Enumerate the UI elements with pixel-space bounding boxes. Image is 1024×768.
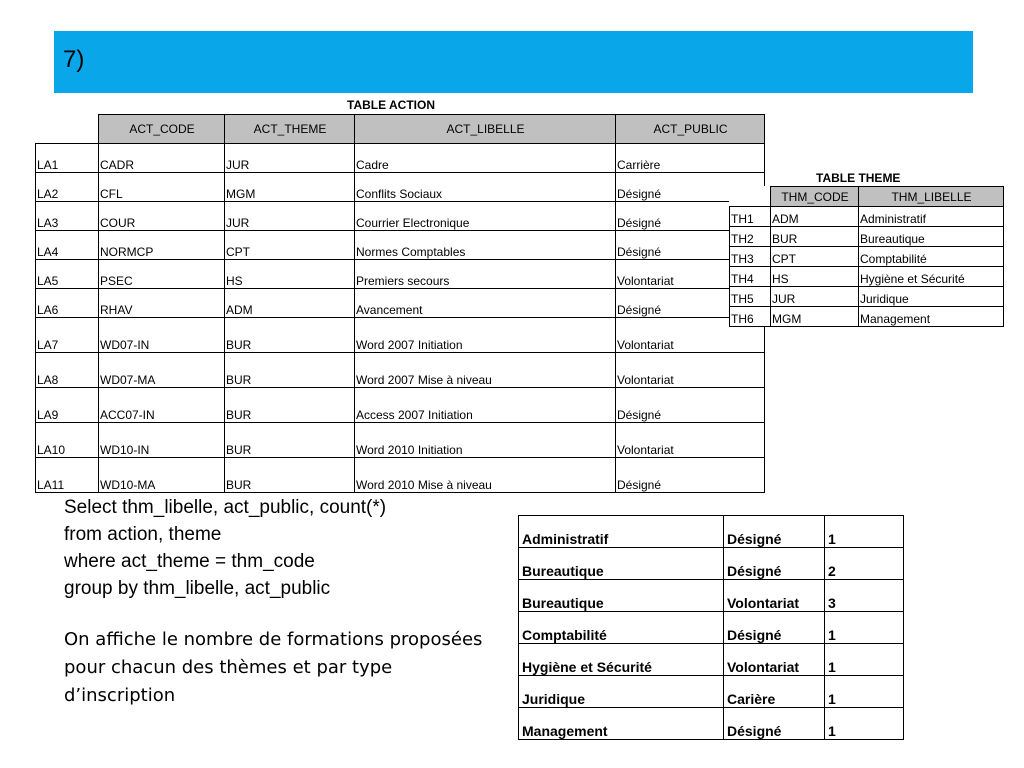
result-count-cell: 1	[825, 708, 904, 740]
act-code-cell: WD10-MA	[99, 458, 225, 493]
act-libelle-cell: Conflits Sociaux	[355, 173, 616, 202]
column-header: THM_LIBELLE	[859, 187, 1004, 207]
act-public-cell: Volontariat	[616, 353, 765, 388]
sql-line: from action, theme	[64, 524, 222, 545]
act-theme-cell: BUR	[225, 353, 355, 388]
act-code-cell: RHAV	[99, 289, 225, 318]
row-id-cell: TH1	[730, 207, 771, 227]
row-id-cell: LA3	[36, 202, 99, 231]
theme-row	[730, 307, 1004, 327]
act-public-cell: Désigné	[616, 388, 765, 423]
result-row	[519, 516, 904, 548]
row-id-cell: TH6	[730, 307, 771, 327]
act-libelle-cell: Avancement	[355, 289, 616, 318]
act-public-cell: Désigné	[616, 202, 765, 231]
result-public-cell: Volontariat	[724, 644, 825, 676]
action-row	[36, 353, 765, 388]
act-theme-cell: BUR	[225, 318, 355, 353]
act-libelle-cell: Word 2010 Mise à niveau	[355, 458, 616, 493]
act-code-cell: COUR	[99, 202, 225, 231]
action-row	[36, 173, 765, 202]
result-count-cell: 1	[825, 612, 904, 644]
act-code-cell: CFL	[99, 173, 225, 202]
action-row	[36, 318, 765, 353]
act-public-cell: Désigné	[616, 231, 765, 260]
thm-code-cell: JUR	[771, 287, 859, 307]
result-public-cell: Désigné	[724, 516, 825, 548]
action-row	[36, 423, 765, 458]
act-theme-cell: JUR	[225, 202, 355, 231]
row-id-cell: LA6	[36, 289, 99, 318]
sql-query	[64, 494, 386, 602]
act-public-cell: Désigné	[616, 289, 765, 318]
act-libelle-cell: Courrier Electronique	[355, 202, 616, 231]
result-count-cell: 1	[825, 644, 904, 676]
action-row	[36, 289, 765, 318]
row-id-cell: LA8	[36, 353, 99, 388]
row-id-cell: LA11	[36, 458, 99, 493]
thm-libelle-cell: Bureautique	[859, 227, 1004, 247]
act-public-cell: Désigné	[616, 458, 765, 493]
result-count-cell: 1	[825, 676, 904, 708]
act-libelle-cell: Normes Comptables	[355, 231, 616, 260]
theme-row	[730, 207, 1004, 227]
result-row	[519, 708, 904, 740]
result-libelle-cell: Juridique	[519, 676, 724, 708]
thm-libelle-cell: Management	[859, 307, 1004, 327]
column-header: ACT_THEME	[225, 115, 355, 144]
header-corner-cell	[36, 115, 99, 144]
act-theme-cell: MGM	[225, 173, 355, 202]
result-row	[519, 676, 904, 708]
result-libelle-cell: Bureautique	[519, 548, 724, 580]
act-theme-cell: CPT	[225, 231, 355, 260]
result-libelle-cell: Administratif	[519, 516, 724, 548]
action-row	[36, 231, 765, 260]
sql-line: where act_theme = thm_code	[64, 551, 315, 572]
row-id-cell: LA4	[36, 231, 99, 260]
act-libelle-cell: Word 2010 Initiation	[355, 423, 616, 458]
title-bar	[54, 31, 973, 93]
theme-table	[729, 186, 1004, 327]
result-libelle-cell: Management	[519, 708, 724, 740]
result-libelle-cell: Comptabilité	[519, 612, 724, 644]
column-header: ACT_PUBLIC	[616, 115, 765, 144]
theme-row	[730, 247, 1004, 267]
action-row	[36, 202, 765, 231]
action-table-title: TABLE ACTION	[347, 98, 435, 112]
row-id-cell: TH5	[730, 287, 771, 307]
act-code-cell: WD07-IN	[99, 318, 225, 353]
thm-libelle-cell: Administratif	[859, 207, 1004, 227]
result-public-cell: Désigné	[724, 548, 825, 580]
result-public-cell: Volontariat	[724, 580, 825, 612]
result-public-cell: Carière	[724, 676, 825, 708]
row-id-cell: LA7	[36, 318, 99, 353]
act-theme-cell: JUR	[225, 144, 355, 173]
result-count-cell: 3	[825, 580, 904, 612]
act-theme-cell: BUR	[225, 423, 355, 458]
result-count-cell: 2	[825, 548, 904, 580]
action-row	[36, 388, 765, 423]
act-libelle-cell: Word 2007 Initiation	[355, 318, 616, 353]
theme-table-title: TABLE THEME	[816, 171, 901, 185]
result-row	[519, 612, 904, 644]
row-id-cell: LA2	[36, 173, 99, 202]
act-public-cell: Volontariat	[616, 260, 765, 289]
thm-code-cell: ADM	[771, 207, 859, 227]
thm-code-cell: BUR	[771, 227, 859, 247]
column-header: ACT_CODE	[99, 115, 225, 144]
act-code-cell: PSEC	[99, 260, 225, 289]
row-id-cell: TH4	[730, 267, 771, 287]
act-theme-cell: HS	[225, 260, 355, 289]
result-public-cell: Désigné	[724, 708, 825, 740]
act-public-cell: Carrière	[616, 144, 765, 173]
theme-table-header	[730, 187, 1004, 207]
result-table	[518, 515, 904, 740]
column-header: THM_CODE	[771, 187, 859, 207]
act-libelle-cell: Word 2007 Mise à niveau	[355, 353, 616, 388]
act-code-cell: WD07-MA	[99, 353, 225, 388]
header-corner-cell	[730, 187, 771, 207]
row-id-cell: LA9	[36, 388, 99, 423]
thm-libelle-cell: Comptabilité	[859, 247, 1004, 267]
result-public-cell: Désigné	[724, 612, 825, 644]
sql-line: Select thm_libelle, act_public, count(*)	[64, 497, 387, 518]
thm-libelle-cell: Hygiène et Sécurité	[859, 267, 1004, 287]
act-code-cell: ACC07-IN	[99, 388, 225, 423]
result-count-cell: 1	[825, 516, 904, 548]
act-code-cell: NORMCP	[99, 231, 225, 260]
act-libelle-cell: Premiers secours	[355, 260, 616, 289]
result-libelle-cell: Bureautique	[519, 580, 724, 612]
theme-row	[730, 287, 1004, 307]
theme-row	[730, 227, 1004, 247]
act-theme-cell: BUR	[225, 458, 355, 493]
act-libelle-cell: Access 2007 Initiation	[355, 388, 616, 423]
act-public-cell: Volontariat	[616, 423, 765, 458]
action-row	[36, 260, 765, 289]
act-public-cell: Désigné	[616, 173, 765, 202]
thm-code-cell: CPT	[771, 247, 859, 267]
act-theme-cell: BUR	[225, 388, 355, 423]
action-row	[36, 144, 765, 173]
slide-number: 7)	[63, 46, 85, 73]
explanation-text: On affiche le nombre de formations proposées pour chacun des thèmes et par type d’inscription	[64, 629, 483, 706]
thm-libelle-cell: Juridique	[859, 287, 1004, 307]
act-libelle-cell: Cadre	[355, 144, 616, 173]
row-id-cell: LA5	[36, 260, 99, 289]
action-table-header	[36, 115, 765, 144]
result-row	[519, 580, 904, 612]
thm-code-cell: MGM	[771, 307, 859, 327]
row-id-cell: TH2	[730, 227, 771, 247]
action-row	[36, 458, 765, 493]
result-row	[519, 644, 904, 676]
row-id-cell: TH3	[730, 247, 771, 267]
act-public-cell: Volontariat	[616, 318, 765, 353]
row-id-cell: LA1	[36, 144, 99, 173]
sql-line: group by thm_libelle, act_public	[64, 578, 331, 599]
result-libelle-cell: Hygiène et Sécurité	[519, 644, 724, 676]
thm-code-cell: HS	[771, 267, 859, 287]
action-table	[35, 114, 765, 493]
row-id-cell: LA10	[36, 423, 99, 458]
act-theme-cell: ADM	[225, 289, 355, 318]
act-code-cell: CADR	[99, 144, 225, 173]
act-code-cell: WD10-IN	[99, 423, 225, 458]
result-row	[519, 548, 904, 580]
theme-row	[730, 267, 1004, 287]
column-header: ACT_LIBELLE	[355, 115, 616, 144]
